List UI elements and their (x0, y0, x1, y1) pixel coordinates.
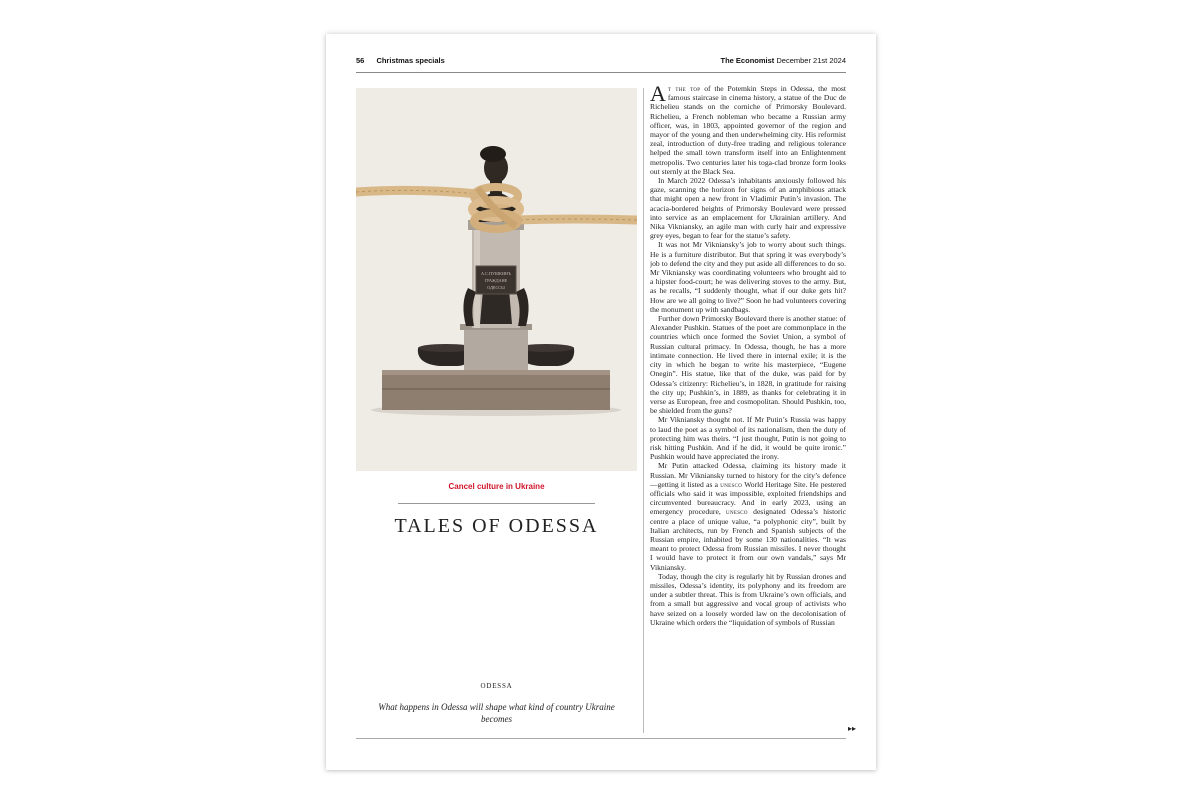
plaque-line-2: ГРАЖДАНЕ (484, 278, 508, 283)
paragraph-6: Mr Putin attacked Odessa, claiming its history made it Russian. Mr Vikniansky turned to history for the city’s defence—getting it listed as a unesco World Heritage Site. He pestered officials who said it was impossible, exploited friendships and circumvented bureaucracy. And in early 2023, using an emergency procedure, unesco designated Odessa’s historic centre a place of unique value, “a polyphonic city”, built by Italian architects, run by French and Spanish subjects of the Russian empire, inhabited by some 130 nationalities. “It was meant to protect Odessa from Russian missiles. I never thought I would have to protect it from our own vandals,” says Mr Vikniansky. (650, 461, 846, 572)
paragraph-5: Mr Vikniansky thought not. If Mr Putin’s Russia was happy to laud the poet as a symbol of its nationalism, then the duty of protecting him was theirs. “I just thought, Putin is not going to risk hitting Pushkin. And if he did, it would be quite ironic.” Pushkin would have appreciated the irony. (650, 415, 846, 462)
opening-smallcaps: t the top (667, 84, 701, 93)
paragraph-2: In March 2022 Odessa’s inhabitants anxiously followed his gaze, scanning the horizon for signs of an amphibious attack that might open a new front in Vladimir Putin’s invasion. The acacia-bordered heights of Primorsky Boulevard were pressed into service as an emplacement for Ukrainian artillery. And Nika Vikniansky, an agile man with curly hair and expressive grey eyes, began to fear for the statue’s safety. (650, 176, 846, 241)
kicker-rule (398, 503, 595, 504)
paragraph-7: Today, though the city is regularly hit by Russian drones and missiles, Odessa’s identity, its polyphony and its freedom are under a subtler threat. This is from Ukraine’s own officials, and from a small but aggressive and vocal group of activists who have seized on a loosely worded law on the decolonisation of Ukraine which orders the “liquidation of symbols of Russian (650, 571, 846, 627)
statue-photo (356, 88, 637, 471)
continue-arrow-icon: ▸▸ (848, 724, 857, 733)
paragraph-3: It was not Mr Vikniansky’s job to worry about such things. He is a furniture distributor. But that spring it was everybody’s job to defend the city and they put aside all differences to do so. Mr Vikniansky was coordinating volunteers who brought aid to a hipster food-court; he was delivering stoves to the army. But, as he recalls, “I suddenly thought, what if our duke gets hit? How are we all going to live?” Soon he had volunteers covering the monument up with sandbags. (650, 240, 846, 314)
kicker: Cancel culture in Ukraine (448, 482, 545, 491)
plaque-line-3: ОДЕССЫ (487, 285, 505, 290)
publication-name: The Economist (720, 56, 775, 65)
magazine-page (326, 34, 876, 770)
pushkin-statue-illustration (356, 88, 637, 471)
page-number: 56 (356, 56, 365, 65)
standfirst: What happens in Odessa will shape what kind of country Ukraine becomes (378, 702, 615, 724)
issue-date: December 21st 2024 (776, 56, 846, 65)
footer-rule (356, 738, 846, 739)
page-header (356, 54, 846, 68)
headline: TALES OF ODESSA (394, 515, 599, 537)
column-rule (643, 88, 644, 733)
drop-cap: A (650, 84, 666, 106)
plaque-line-1: A.С.ПУШКИНЪ (481, 271, 511, 276)
header-rule (356, 72, 846, 73)
paragraph-4: Further down Primorsky Boulevard there is another statue: of Alexander Pushkin. Statues of the poet are commonplace in the countries which once formed the Soviet Union, a symbol of Russian cultural primacy. In Odessa, though, he has a more intimate connection. He lived there in internal exile; it is the city in which he began to write his masterpiece, “Eugene Onegin”. His statue, like that of the duke, was paid for by Odessa’s citizenry: Richelieu’s, in 1828, in gratitude for raising the city up; Pushkin’s, in 1889, as thanks for celebrating it in verse as European, free and cosmopolitan. Should Pushkin, too, be shielded from the guns? (650, 314, 846, 416)
paragraph-1: At the top of the Potemkin Steps in Odessa, the most famous staircase in cinema history, a statue of the Duc de Richelieu stands on the corniche of Primorsky Boulevard. Richelieu, a French nobleman who became a Russian army officer, was, in 1803, appointed governor of the region and mayor of the young and then underwhelming city. His reformist zeal, introduction of duty-free trading and religious tolerance helped the small town transform itself into an Enlightenment metropolis. Two centuries later his toga-clad bronze form looks out sternly at the Black Sea. (650, 84, 846, 176)
section-name: Christmas specials (376, 56, 445, 65)
article-body (650, 84, 846, 734)
dateline: ODESSA (480, 682, 513, 690)
